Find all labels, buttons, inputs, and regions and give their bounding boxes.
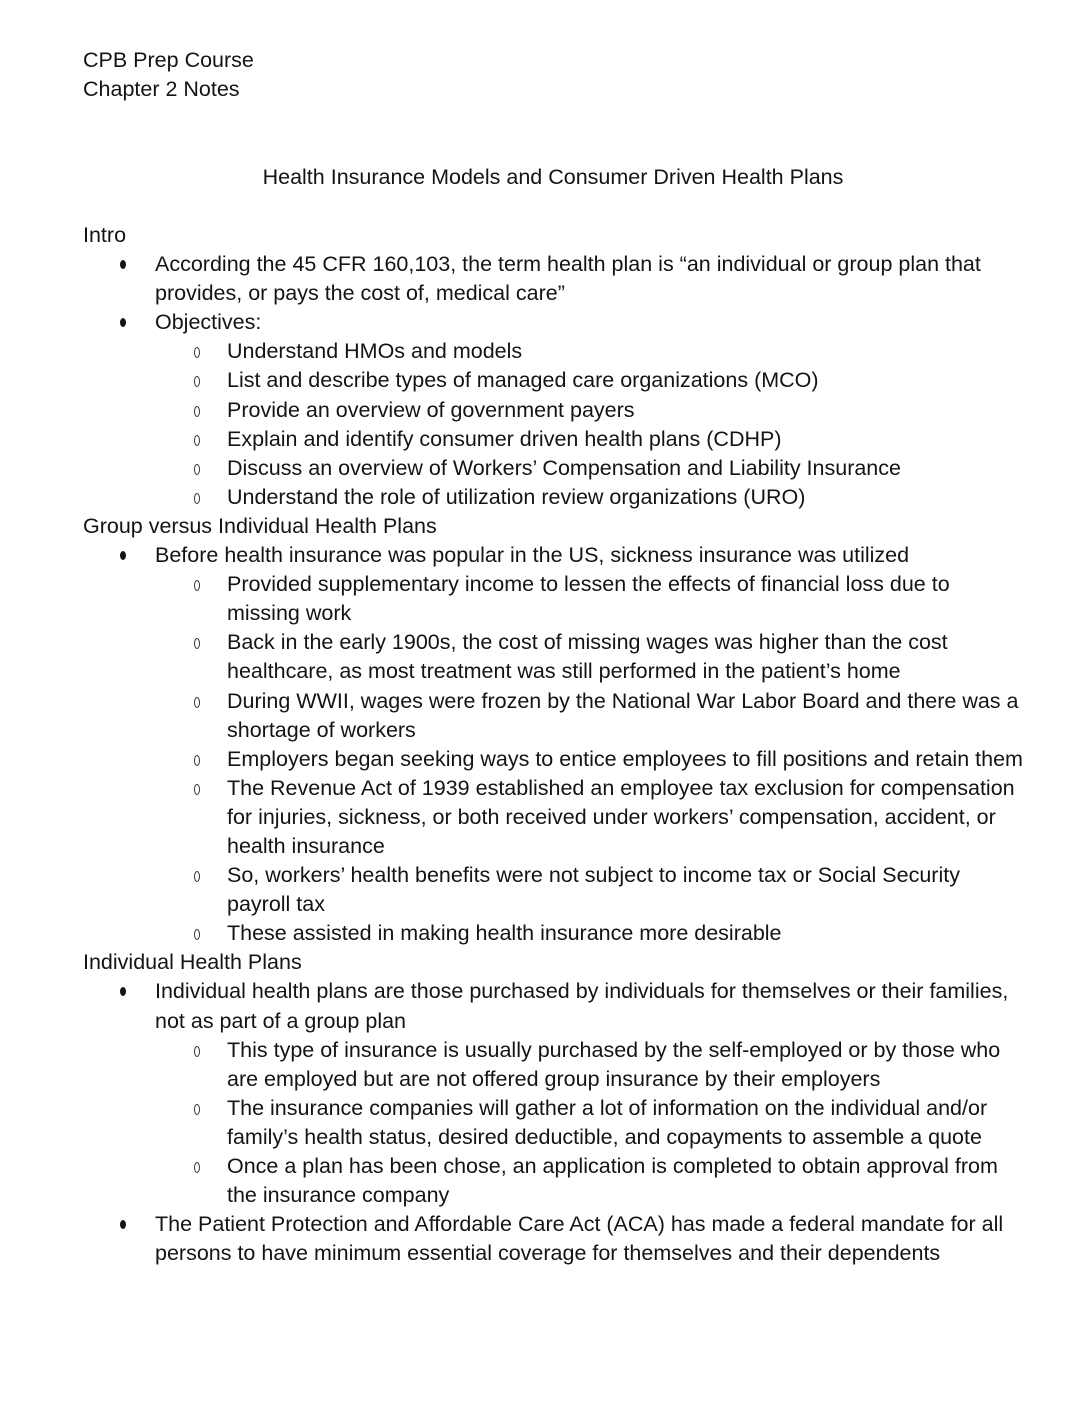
sub-list-item-text: Employers began seeking ways to entice employees to fill positions and retain them	[227, 746, 1023, 771]
circle-bullet-icon	[194, 580, 200, 591]
list-item	[83, 1210, 1028, 1268]
sub-list-item	[155, 454, 1028, 483]
sub-list-item-text: Back in the early 1900s, the cost of missing wages was higher than the cost healthcare, as most treatment was still performed in the patient’s home	[227, 630, 948, 684]
bullet-list	[83, 541, 1028, 948]
sub-list-item-text: The Revenue Act of 1939 established an employee tax exclusion for compensation for injuries, sickness, or both received under workers’ compensation, accident, or health insurance	[227, 775, 1015, 858]
sub-list-item	[155, 570, 1028, 628]
sub-list-item-text: The insurance companies will gather a lot of information on the individual and/or family’s health status, desired deductible, and copayments to assemble a quote	[227, 1095, 988, 1149]
bullet-icon	[120, 260, 126, 269]
list-item-text: Before health insurance was popular in the US, sickness insurance was utilized	[155, 543, 910, 568]
sub-list-item-text: These assisted in making health insurance more desirable	[227, 921, 782, 946]
list-item	[83, 977, 1028, 1210]
circle-bullet-icon	[194, 697, 200, 708]
sub-list-item-text: Discuss an overview of Workers’ Compensation and Liability Insurance	[227, 455, 901, 480]
circle-bullet-icon	[194, 871, 200, 882]
sub-list-item	[155, 366, 1028, 395]
sub-list-item	[155, 396, 1028, 425]
section-intro	[83, 221, 1028, 512]
list-item	[83, 308, 1028, 512]
circle-bullet-icon	[194, 755, 200, 766]
circle-bullet-icon	[194, 929, 200, 940]
sub-list-item	[155, 774, 1028, 861]
circle-bullet-icon	[194, 347, 200, 358]
circle-bullet-icon	[194, 376, 200, 387]
circle-bullet-icon	[194, 784, 200, 795]
sub-list-item	[155, 745, 1028, 774]
circle-bullet-icon	[194, 493, 200, 504]
sub-bullet-list	[155, 570, 1028, 948]
sub-list-item	[155, 628, 1028, 686]
sub-list-item-text: Understand the role of utilization review organizations (URO)	[227, 484, 806, 509]
sub-list-item	[155, 337, 1028, 366]
section-individual-health-plans	[83, 948, 1028, 1268]
bullet-icon	[120, 551, 126, 560]
sub-list-item-text: This type of insurance is usually purchased by the self-employed or by those who are employed but are not offered group insurance by their employers	[227, 1037, 1001, 1091]
sub-list-item-text: List and describe types of managed care organizations (MCO)	[227, 368, 819, 393]
circle-bullet-icon	[194, 406, 200, 417]
circle-bullet-icon	[194, 1046, 200, 1057]
circle-bullet-icon	[194, 435, 200, 446]
list-item	[83, 250, 1028, 308]
document-body	[83, 221, 1028, 1268]
sub-list-item-text: Provided supplementary income to lessen the effects of financial loss due to missing work	[227, 572, 950, 626]
bullet-icon	[120, 987, 126, 996]
sub-list-item	[155, 1152, 1028, 1210]
sub-list-item	[155, 483, 1028, 512]
sub-list-item	[155, 1036, 1028, 1094]
sub-list-item	[155, 425, 1028, 454]
course-name: CPB Prep Course	[83, 48, 254, 72]
sub-list-item-text: So, workers’ health benefits were not subject to income tax or Social Security payroll tax	[227, 863, 960, 917]
document-header	[83, 46, 254, 104]
section-heading: Individual Health Plans	[83, 950, 302, 975]
sub-list-item-text: Explain and identify consumer driven health plans (CDHP)	[227, 426, 782, 451]
sub-bullet-list	[155, 1036, 1028, 1211]
section-heading: Group versus Individual Health Plans	[83, 513, 437, 538]
sub-list-item	[155, 861, 1028, 919]
sub-list-item-text: Once a plan has been chose, an application is completed to obtain approval from the insurance company	[227, 1154, 998, 1208]
sub-list-item	[155, 919, 1028, 948]
document-title: Health Insurance Models and Consumer Driven Health Plans	[262, 165, 844, 189]
sub-list-item	[155, 1094, 1028, 1152]
circle-bullet-icon	[194, 1162, 200, 1173]
section-heading: Intro	[83, 223, 127, 247]
list-item	[83, 541, 1028, 948]
bullet-icon	[120, 1220, 126, 1229]
sub-list-item-text: Understand HMOs and models	[227, 339, 523, 364]
bullet-list	[83, 250, 1028, 512]
bullet-list	[83, 977, 1028, 1268]
circle-bullet-icon	[194, 464, 200, 475]
list-item-text: Objectives:	[155, 310, 262, 335]
section-group-vs-individual	[83, 512, 1028, 948]
sub-list-item	[155, 687, 1028, 745]
circle-bullet-icon	[194, 1104, 200, 1115]
bullet-icon	[120, 318, 126, 327]
circle-bullet-icon	[194, 638, 200, 649]
chapter-label: Chapter 2 Notes	[83, 77, 240, 102]
list-item-text: Individual health plans are those purchased by individuals for themselves or their families, not as part of a group plan	[155, 979, 1009, 1033]
sub-list-item-text: Provide an overview of government payers	[227, 397, 635, 422]
list-item-text: According the 45 CFR 160,103, the term health plan is “an individual or group plan that provides, or pays the cost of, medical care”	[155, 252, 981, 306]
sub-bullet-list	[155, 337, 1028, 512]
sub-list-item-text: During WWII, wages were frozen by the National War Labor Board and there was a shortage of workers	[227, 688, 1019, 742]
list-item-text: The Patient Protection and Affordable Care Act (ACA) has made a federal mandate for all persons to have minimum essential coverage for themselves and their dependents	[155, 1212, 1004, 1266]
